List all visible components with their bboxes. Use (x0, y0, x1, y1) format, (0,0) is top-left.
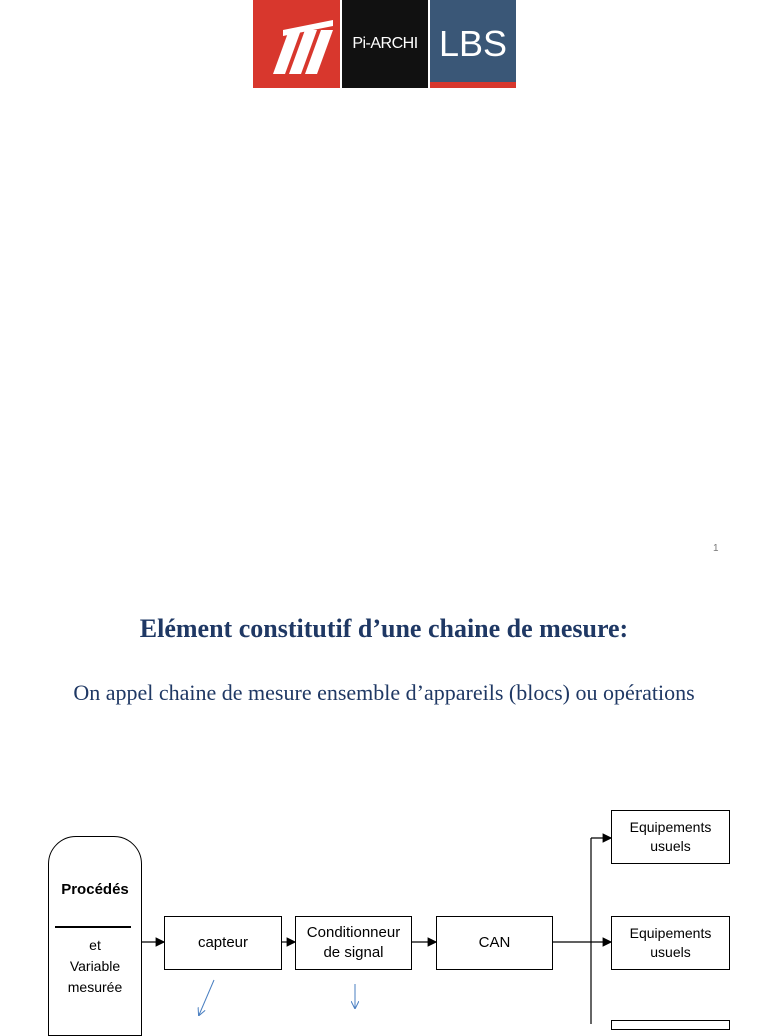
process-desc-line2: Variable (69, 958, 121, 974)
equipment-middle-line1: Equipements (629, 925, 712, 942)
can-block (436, 916, 553, 970)
process-block (48, 836, 142, 1036)
process-description (49, 935, 141, 998)
conditionneur-label-line2: de signal (323, 944, 384, 961)
logo-lbs-panel: LBS (430, 0, 516, 88)
process-desc-line1: et (89, 937, 101, 953)
equipment-block-middle (611, 916, 730, 970)
equipment-middle-line2: usuels (650, 944, 691, 960)
can-label: CAN (478, 933, 511, 951)
slide-title: Elément constitutif d’une chaine de mesure: (139, 614, 629, 643)
annotation-arrow-capteur (199, 980, 214, 1015)
conditionneur-label-line1: Conditionneur (306, 923, 401, 941)
equipment-top-line1: Equipements (629, 819, 712, 836)
slide-subtitle: On appel chaine de mesure ensemble d’appareils (blocs) ou opérations (73, 680, 695, 705)
capteur-label: capteur (197, 933, 249, 951)
capteur-block (164, 916, 282, 970)
logo-piarchi-panel: Pi-ARCHI (342, 0, 428, 88)
conditionneur-block (295, 916, 412, 970)
process-title: Procédés (61, 881, 129, 898)
process-divider (55, 926, 131, 928)
process-desc-line3: mesurée (67, 979, 123, 995)
equipment-block-top (611, 810, 730, 864)
equipment-top-line2: usuels (650, 838, 691, 854)
page-number: 1 (713, 543, 719, 554)
equipment-block-bottom-partial (611, 1020, 730, 1030)
